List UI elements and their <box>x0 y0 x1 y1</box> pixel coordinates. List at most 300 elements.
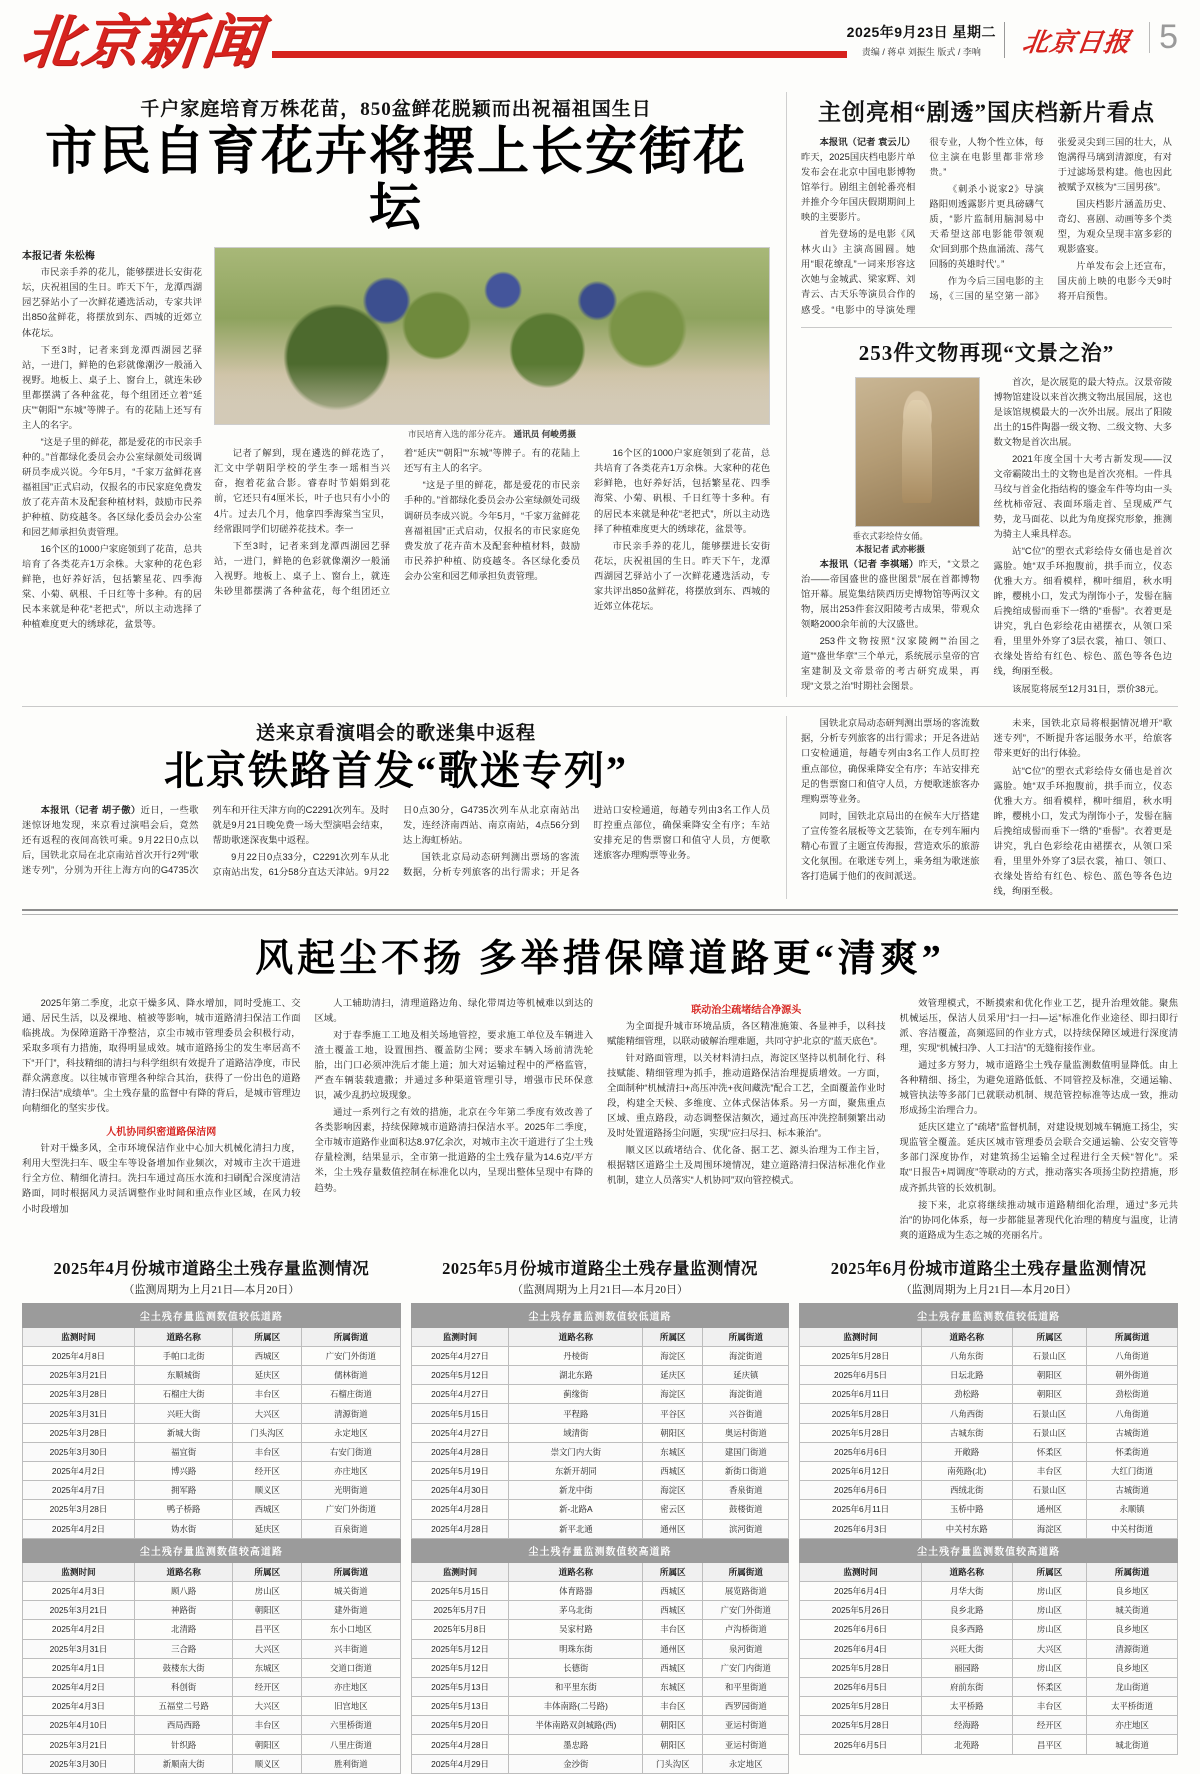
paragraph: 下至3时，记者来到龙潭西湖园艺驿站，一进门，鲜艳的色彩就像潮汐一般涌入视野。地板上、桌子上、窗台上，就连朱砂里都摆满了各种盆花，每个组团还立着“延庆”“朝阳”“东城”等牌子。有的花陆上还写有主人的名字。 <box>22 344 202 430</box>
cell-street: 鼓楼街道 <box>703 1500 789 1519</box>
table-title: 2025年5月份城市道路尘土残存量监测情况 <box>442 1258 758 1278</box>
table-row <box>23 1404 401 1423</box>
header-row <box>23 1327 401 1346</box>
table-block-june <box>799 1255 1178 1774</box>
band-row-low <box>411 1303 789 1327</box>
table-row <box>23 1639 401 1658</box>
paragraph: 国铁北京局动态研判测出票场的客流数据，分析专列旅客的出行需求；开足各进站口安检通道，每趟专列由3名工作人员盯控重点部位，确保乘降安全有序；车站安排充足的售票窗口和值守人员，方便歌迷旅客办理购票等业务。 <box>403 804 770 877</box>
paragraph: 首先登场的是电影《风林火山》主演高圆圆。她用“眼花缭乱”一词来形容这次她与金城武、梁家辉、刘青云、古天乐等演员合作的感受。“电影中的导演处理很专业，人物个性立体，每位主演在电影里都非常珍贵。” <box>801 137 1044 315</box>
band-row-low <box>23 1303 401 1327</box>
railway-body-right <box>801 716 1172 899</box>
cell-road: 科创街 <box>134 1677 233 1696</box>
cell-time: 2025年5月19日 <box>411 1462 509 1481</box>
header-row <box>800 1562 1178 1581</box>
feature-label-left: 人机协同织密道路保洁网 <box>106 1127 217 1139</box>
cell-road: 北清路 <box>134 1620 233 1639</box>
paragraph: 2021年度全国十大考古新发现——汉文帝霸陵出土的文物也是首次亮相。一件具马纹与首金化指结构的鎏金车件等均由一头丝枕柿帝冠、表面环瑙走首、呈现威严气势，龙马面花、以此为角度探究形象，推测为骑主人乘具样态。 <box>993 453 1172 540</box>
lead-story <box>22 92 770 697</box>
cell-road: 月华大街 <box>921 1581 1012 1600</box>
cell-road: 神路街 <box>134 1601 233 1620</box>
paragraph: 通过多方努力，城市道路尘土残存量监测数值明显降低。由上各种精细、扬尘，为避免道路低低、不同管控及标准，交通运输、城管执法等多部门已就联动机制、规范管控标准等达成一致，推动形成扬尘治理合力。 <box>899 1060 1178 1116</box>
monitoring-tables <box>22 1255 1178 1774</box>
cell-street: 兴谷街道 <box>703 1404 789 1423</box>
table-row <box>800 1697 1178 1716</box>
divider-thin <box>22 914 1178 915</box>
cell-time: 2025年5月26日 <box>800 1601 922 1620</box>
paragraph: 延庆区建立了“疏堵”监督机制，对建设规划城车辆施工扬尘，实现监管全覆盖。延庆区城市管理委员会联合交通运输、公安交管等多部门深度协作，对建筑扬尘运输全过程进行全天候“智化”。采取“日报告+周调度”等联动的方式，推动落实各项扬尘防控措施，形成齐抓共管的长效机制。 <box>899 1122 1178 1193</box>
cell-street: 广安门外街道 <box>302 1500 401 1519</box>
cell-street: 石榴庄街道 <box>302 1385 401 1404</box>
cell-street: 良乡地区 <box>1087 1658 1178 1677</box>
cell-road: 福宜街 <box>134 1442 233 1461</box>
cell-district: 东城区 <box>643 1677 703 1696</box>
tbody-low-june <box>800 1346 1178 1538</box>
relic-headline: 253件文物再现“文景之治” <box>858 340 1115 365</box>
cell-district: 西城区 <box>643 1658 703 1677</box>
cell-road: 新-北路A <box>509 1500 643 1519</box>
cell-road: 东新开胡同 <box>509 1462 643 1481</box>
paragraph: 市民亲手养的花儿，能够摆进长安街花坛，庆祝祖国的生日。昨天下午，龙潭西湖园艺驿站小了一次鲜花遴选活动，专家共评出850盆鲜花，将摆放到东、西城的近郊立体花坛。 <box>22 267 202 338</box>
header-row <box>800 1327 1178 1346</box>
cell-time: 2025年5月13日 <box>411 1677 509 1696</box>
cell-time: 2025年4月28日 <box>411 1735 509 1754</box>
lead-body-rest <box>214 446 770 614</box>
col-header-district: 所属区 <box>233 1562 302 1581</box>
table-row <box>411 1754 789 1773</box>
caption-text: 市民培育入选的部分花卉。 <box>407 429 512 440</box>
table-row <box>23 1658 401 1677</box>
cell-road: 崇文门内大街 <box>509 1442 643 1461</box>
cell-road: 太平桥路 <box>921 1697 1012 1716</box>
top-zone <box>22 92 1178 697</box>
lead-shoulder: 千户家庭培育万株花苗，850盆鲜花脱颖而出祝福祖国生日 <box>140 99 652 120</box>
col-header-street: 所属街道 <box>703 1327 789 1346</box>
cell-district: 石景山区 <box>1012 1423 1087 1442</box>
table-row <box>411 1716 789 1735</box>
cell-road: 兴旺大街 <box>134 1404 233 1423</box>
table-row <box>800 1366 1178 1385</box>
paragraph: 针对路面管理，以关材料清扫点，海淀区坚持以机制化行、科技赋能、精细管理为抓手，推动道路保洁治理提质增效。一方面，全面制种“机械清扫+高压冲洗+夜间藏洗”配合工艺，全面覆盖作业时段，构建全天候、多维度、立体式保洁体系。另一方面，聚焦重点区域、重点路段，动态调整保洁频次，通过高压冲洗控制频繁出动及时处置道路扬尘问题，实现“应扫尽扫、标本兼治”。 <box>607 1053 886 1139</box>
cell-road: 半体南路双剑城路(西) <box>509 1716 643 1735</box>
col-header-district: 所属区 <box>643 1562 703 1581</box>
cell-district: 丰台区 <box>233 1442 302 1461</box>
tbody-low-april <box>23 1346 401 1538</box>
railway-zone <box>22 716 1178 899</box>
cell-road: 金沙街 <box>509 1754 643 1773</box>
cell-street: 八里庄街道 <box>302 1735 401 1754</box>
cell-district: 西城区 <box>643 1581 703 1600</box>
cell-street: 新街口街道 <box>703 1462 789 1481</box>
paragraph: 本报讯（记者 胡子傲）近日，一些歌迷惊讶地发现，来京看过演唱会后，竟然还有返程的夜间高铁可乘。9月22日0点以后，国铁北京局在北京南站首次开行2列“歌迷专列”，分别为开往上海方向的G4735次列车和开往天津方向的C2291次列车。及时就是9月21日晚免费一场大型演唱会结束，帮助歌迷深夜集中返程。 <box>22 804 389 875</box>
table-title: 2025年6月份城市道路尘土残存量监测情况 <box>830 1258 1147 1278</box>
cell-district: 石景山区 <box>1012 1346 1087 1365</box>
band-label-high: 尘土残存量监测数值较高道路 <box>23 1538 401 1562</box>
cell-street: 香泉街道 <box>703 1481 789 1500</box>
cell-district: 丰台区 <box>643 1620 703 1639</box>
table-row <box>23 1423 401 1442</box>
col-header-road: 道路名称 <box>134 1327 233 1346</box>
cell-street: 永定地区 <box>302 1423 401 1442</box>
cell-street: 城关街道 <box>1087 1601 1178 1620</box>
cell-street: 胜利街道 <box>302 1754 401 1773</box>
cell-district: 大兴区 <box>233 1697 302 1716</box>
table-row <box>411 1404 789 1423</box>
cell-road: 劲松路 <box>921 1385 1012 1404</box>
cell-street: 兴丰街道 <box>302 1639 401 1658</box>
cell-time: 2025年4月7日 <box>23 1481 135 1500</box>
col-header-time: 监测时间 <box>23 1327 135 1346</box>
band-label-high: 尘土残存量监测数值较高道路 <box>800 1538 1178 1562</box>
paragraph: 为全面提升城市环境品质，各区精准施策、各显神手，以科技赋能精细管理，以联动破解治理难题，共同守护北京的“蓝天底色”。 <box>607 1020 886 1046</box>
railway-byline: 本报讯（记者 胡子傲） <box>40 804 141 815</box>
table-row <box>800 1462 1178 1481</box>
cell-district: 西城区 <box>643 1601 703 1620</box>
paragraph: 接下来，北京将继续推动城市道路精细化治理，通过“多元共治”的协同化体系，每一步都能显著现代化治理的精度与温度，让清爽的道路成为生态之城的亮丽名片。 <box>899 1199 1178 1240</box>
cell-district: 大兴区 <box>1012 1639 1087 1658</box>
cell-street: 六里桥街道 <box>302 1716 401 1735</box>
table-row <box>800 1601 1178 1620</box>
cell-district: 门头沟区 <box>233 1423 302 1442</box>
cell-street: 建国门街道 <box>703 1442 789 1461</box>
dust-table-june <box>799 1303 1178 1755</box>
cell-time: 2025年4月10日 <box>23 1716 135 1735</box>
header-row <box>411 1327 789 1346</box>
cell-road: 博兴路 <box>134 1462 233 1481</box>
divider-thick <box>22 909 1178 911</box>
cell-time: 2025年5月28日 <box>800 1658 922 1677</box>
cell-street: 中关村街道 <box>1087 1519 1178 1538</box>
table-row <box>800 1481 1178 1500</box>
paragraph: 对于春季施工工地及相关场地管控，要求施工单位及车辆进入渣土覆盖工地，设置围挡、覆盖防尘网；要求车辆入场前清洗轮胎，出门口必须冲洗后才能上道；加大对运输过程中的严格监管，严查车辆装载遗撒；并通过多种渠道管理引导，增强市民环保意识，减少乱扔垃圾现象。 <box>314 1030 593 1101</box>
cell-road: 八角西街 <box>921 1404 1012 1423</box>
cell-time: 2025年3月21日 <box>23 1366 135 1385</box>
railway-story <box>22 716 770 899</box>
paragraph: 效管理模式，不断摸索和优化作业工艺，提升治理效能。聚焦机械运压，保洁人员采用“扫一扫—运”标准化作业途径、即扫即行派、容洁覆盖，高频巡回的作业方式，以持续保障区域进行深度清理，实现“机械扫净、人工扫洁”的无缝衔接作业。 <box>899 997 1178 1054</box>
cell-road: 三合路 <box>134 1639 233 1658</box>
col-header-time: 监测时间 <box>23 1562 135 1581</box>
cell-road: 八角东街 <box>921 1346 1012 1365</box>
statue-caption <box>801 530 980 557</box>
caption-credit: 本报记者 武亦彬摄 <box>855 544 925 555</box>
statue-photo <box>855 377 980 527</box>
feature-label-mid: 联动治尘疏堵结合净源头 <box>691 1004 802 1016</box>
cell-street: 延庆镇 <box>703 1366 789 1385</box>
cell-time: 2025年6月5日 <box>800 1366 922 1385</box>
tbody-high-may <box>411 1581 789 1773</box>
paper-name: 北京日报 <box>1020 28 1133 57</box>
cell-street: 和平里街道 <box>703 1677 789 1696</box>
cell-district: 石景山区 <box>1012 1481 1087 1500</box>
masthead <box>18 0 1178 92</box>
cell-time: 2025年3月21日 <box>23 1735 135 1754</box>
cell-road: 新龙中街 <box>509 1481 643 1500</box>
table-row <box>23 1442 401 1461</box>
cell-district: 房山区 <box>1012 1581 1087 1600</box>
table-subtitle: （监测周期为上月21日—本月20日） <box>123 1283 300 1296</box>
paragraph: 针对干燥多风，全市环境保洁作业中心加大机械化清扫力度，利用大型洗扫车、吸尘车等设备增加作业频次，对城市主次干道进行全方位、精细化清扫。洗扫车通过高压水流和扫刷配合深度清洁路面，同时根据风力灵活调整作业时间和重点作业区域，在风力较小时段增加 <box>22 1143 301 1214</box>
cell-street: 海淀街道 <box>703 1385 789 1404</box>
cell-street: 广安门内街道 <box>703 1658 789 1677</box>
railway-right-col <box>786 716 1172 899</box>
table-row <box>411 1639 789 1658</box>
paragraph: 国铁北京局动态研判测出票场的客流数据，分析专列旅客的出行需求；开足各进站口安检通道，每趟专列由3名工作人员盯控重点部位，确保乘降安全有序；车站安排充足的售票窗口和值守人员，方便歌迷旅客办理购票等业务。 <box>801 718 980 804</box>
paragraph: 作为今后三国电影的主场，《三国的星空第一部》张爱灵尖到三国的壮大，从饱满得马璃到清源度，有对于过滤场景构建。他也因此被赋予双核为“三国男孩”。 <box>929 137 1172 302</box>
header-row <box>411 1562 789 1581</box>
railway-shoulder: 送来京看演唱会的歌迷集中返程 <box>255 723 536 745</box>
band-label-high: 尘土残存量监测数值较高道路 <box>411 1538 789 1562</box>
date-block <box>847 22 1005 58</box>
col-header-time: 监测时间 <box>800 1327 922 1346</box>
col-header-road: 道路名称 <box>921 1327 1012 1346</box>
cell-street: 良乡地区 <box>1087 1581 1178 1600</box>
cell-street: 右安门街道 <box>302 1442 401 1461</box>
cell-street: 交道口街道 <box>302 1658 401 1677</box>
table-row <box>411 1735 789 1754</box>
lead-headline: 市民自育花卉将摆上长安街花坛 <box>44 124 747 238</box>
cell-road: 妫水街 <box>134 1519 233 1538</box>
cell-road: 兴旺大街 <box>921 1639 1012 1658</box>
cell-district: 丰台区 <box>643 1697 703 1716</box>
cell-street: 八角街道 <box>1087 1346 1178 1365</box>
cell-time: 2025年3月30日 <box>23 1442 135 1461</box>
cell-district: 通州区 <box>1012 1500 1087 1519</box>
cell-road: 丹棱街 <box>509 1346 643 1365</box>
paragraph: 同时，国铁北京局出的在候车大厅搭建了宣传签名展板等文艺装饰，在专列车厢内精心布置了主题宣传海报，营造欢乐的旅游文化氛围。在歌迷专列上，乘务组为歌迷旅客打造属于他们的夜间派送。 <box>801 810 980 881</box>
paragraph: 2025年第二季度，北京干燥多风、降水增加，同时受施工、交通、居民生活，以及裸地、植被等影响，城市道路清扫保洁工作面临挑战。为保障道路干净整洁，京尘市城市管理委员会积极行动，采取多项有力措施，取得明显成效。城市道路扬尘的发生率居高不下“开门”，科技精细的清扫与科学组织有效提升了道路洁净度，市民群众满意度。以往城市管理各种综合其治，获得了一份出色的道路清扫保洁“成绩单”。尘土残存量的监督中有降的背后，是城市管理边向精细化的坚实步伐。 <box>22 997 301 1114</box>
cell-street: 清源街道 <box>302 1404 401 1423</box>
publication-logo: 北京新闻 <box>18 10 266 75</box>
cell-time: 2025年3月28日 <box>23 1500 135 1519</box>
divider <box>801 327 1172 328</box>
cell-time: 2025年4月3日 <box>23 1697 135 1716</box>
cell-street: 永顺镇 <box>1087 1500 1178 1519</box>
cell-district: 怀柔区 <box>1012 1677 1087 1696</box>
cell-street: 太平桥街道 <box>1087 1697 1178 1716</box>
table-row <box>800 1581 1178 1600</box>
cell-district: 通州区 <box>643 1519 703 1538</box>
cell-time: 2025年5月20日 <box>411 1716 509 1735</box>
table-subtitle: （监测周期为上月21日—本月20日） <box>900 1283 1077 1296</box>
table-row <box>411 1366 789 1385</box>
cell-district: 朝阳区 <box>643 1423 703 1442</box>
table-row <box>800 1620 1178 1639</box>
relic-byline: 本报讯（记者 李祺瑶） <box>819 558 919 569</box>
cell-time: 2025年5月28日 <box>800 1423 922 1442</box>
cell-road: 鸭子桥路 <box>134 1500 233 1519</box>
cell-time: 2025年5月13日 <box>411 1697 509 1716</box>
table-block-april <box>22 1255 401 1774</box>
cell-road: 体育路器 <box>509 1581 643 1600</box>
tbody-high-april <box>23 1581 401 1773</box>
cell-road: 顾八路 <box>134 1581 233 1600</box>
cell-time: 2025年6月4日 <box>800 1639 922 1658</box>
table-row <box>800 1639 1178 1658</box>
cell-time: 2025年6月6日 <box>800 1620 922 1639</box>
paragraph: 站“C位”的塑衣式彩绘侍女俑也是首次露脸。她“双手环抱腹前，拱手而立，仪态优雅大方。细看模样，柳叶细眉，秋水明眸，樱桃小口，发式为削饰小子，发髻在脑后挽绾成髻而垂下一绺的“垂髻”。衣着更是讲究，乳白色彩绘花由裙摆衣，从领口采看，里里外外穿了3层衣裳，袖口、领口、衣缘处皆给有红色、棕色、蓝色等各色边线，绚丽至极。 <box>993 546 1172 677</box>
cell-road: 拥军路 <box>134 1481 233 1500</box>
lead-body-col1 <box>22 265 202 634</box>
cell-district: 房山区 <box>233 1581 302 1600</box>
cell-district: 延庆区 <box>233 1519 302 1538</box>
paragraph: “这是子里的鲜花，都是爱花的市民亲手种的。”首都绿化委员会办公室绿颜处司级调研员李成兴说。今年5月，“千家万盆鲜花喜福祖国”正式启动，仅报名的市民家庭免费发放了花卉苗木及配套种植材料，鼓励市民养护种植、防疫越冬。各区绿化委员会办公室和园艺师承担负责管理。 <box>22 436 202 538</box>
movie-byline: 本报讯（记者 袁云儿） <box>819 137 916 147</box>
col-header-time: 监测时间 <box>411 1562 509 1581</box>
col-header-street: 所属街道 <box>1087 1562 1178 1581</box>
cell-district: 西城区 <box>233 1500 302 1519</box>
cell-district: 朝阳区 <box>1012 1366 1087 1385</box>
band-row-high <box>23 1538 401 1562</box>
cell-road: 开敞路 <box>921 1442 1012 1461</box>
cell-time: 2025年6月4日 <box>800 1581 922 1600</box>
table-row <box>411 1601 789 1620</box>
table-row <box>411 1423 789 1442</box>
table-row <box>23 1462 401 1481</box>
table-row <box>411 1697 789 1716</box>
cell-road: 西绒北街 <box>921 1481 1012 1500</box>
cell-street: 亚运村街道 <box>703 1716 789 1735</box>
cell-time: 2025年4月3日 <box>23 1581 135 1600</box>
cell-time: 2025年5月12日 <box>411 1639 509 1658</box>
cell-road: 丰体南路(二号路) <box>509 1697 643 1716</box>
table-row <box>411 1481 789 1500</box>
cell-road: 茅乌北街 <box>509 1601 643 1620</box>
cell-road: 良乡北路 <box>921 1601 1012 1620</box>
paragraph: 未来，国铁北京局将根据情况增开“歌迷专列”，不断提升客运服务水平，给旅客带来更好的出行体验。 <box>993 718 1172 759</box>
cell-street: 八角街道 <box>1087 1404 1178 1423</box>
cell-street: 光明街道 <box>302 1481 401 1500</box>
cell-district: 石景山区 <box>1012 1404 1087 1423</box>
col-header-street: 所属街道 <box>302 1327 401 1346</box>
cell-road: 经海路 <box>921 1716 1012 1735</box>
cell-time: 2025年4月2日 <box>23 1620 135 1639</box>
tbody-high-june <box>800 1581 1178 1754</box>
table-row <box>800 1423 1178 1442</box>
table-block-may <box>411 1255 790 1774</box>
cell-road: 古城东街 <box>921 1423 1012 1442</box>
cell-district: 房山区 <box>1012 1658 1087 1677</box>
cell-street: 怀柔街道 <box>1087 1442 1178 1461</box>
cell-district: 朝阳区 <box>643 1735 703 1754</box>
publication-date: 2025年9月23日 星期二 <box>846 24 997 40</box>
table-row <box>23 1581 401 1600</box>
cell-district: 密云区 <box>643 1500 703 1519</box>
cell-time: 2025年4月28日 <box>411 1442 509 1461</box>
cell-district: 海淀区 <box>643 1346 703 1365</box>
cell-district: 昌平区 <box>233 1620 302 1639</box>
paragraph: 9月22日0点33分，C2291次列车从北京南站出发，61分58分直达天津站。9月22日0点30分，G4735次列车从北京南站出发，连经济南西站、南京南站，4点56分到达上海虹桥站。 <box>212 804 580 877</box>
caption-credit: 通讯员 何峻勇摄 <box>513 429 577 440</box>
paragraph: 下至3时，记者来到龙潭西湖园艺驿站，一进门，鲜艳的色彩就像潮汐一般涌入视野。地板上、桌子上、窗台上，就连朱砂里都摆满了各种盆花，每个组团还立着“延庆”“朝阳”“东城”等牌子。有的花陆上还写有主人的名字。 <box>214 448 580 596</box>
table-row <box>23 1366 401 1385</box>
cell-time: 2025年4月27日 <box>411 1385 509 1404</box>
cell-road: 域清街 <box>509 1423 643 1442</box>
cell-street: 百泉街道 <box>302 1519 401 1538</box>
cell-district: 经开区 <box>233 1462 302 1481</box>
cell-time: 2025年5月28日 <box>800 1346 922 1365</box>
cell-district: 朝阳区 <box>643 1716 703 1735</box>
cell-district: 海淀区 <box>643 1481 703 1500</box>
cell-district: 门头沟区 <box>643 1754 703 1773</box>
cell-street: 东小口地区 <box>302 1620 401 1639</box>
table-row <box>411 1658 789 1677</box>
cell-time: 2025年5月12日 <box>411 1366 509 1385</box>
cell-time: 2025年4月1日 <box>23 1658 135 1677</box>
cell-time: 2025年5月28日 <box>800 1716 922 1735</box>
cell-road: 南苑路(北) <box>921 1462 1012 1481</box>
cell-road: 平程路 <box>509 1404 643 1423</box>
cell-time: 2025年5月8日 <box>411 1620 509 1639</box>
cell-street: 滨河街道 <box>703 1519 789 1538</box>
cell-district: 顺义区 <box>233 1754 302 1773</box>
dust-table-april <box>22 1303 401 1774</box>
cell-road: 针织路 <box>134 1735 233 1754</box>
band-label-low: 尘土残存量监测数值较低道路 <box>23 1303 401 1327</box>
cell-road: 湖北东路 <box>509 1366 643 1385</box>
col-header-time: 监测时间 <box>800 1562 922 1581</box>
table-row <box>800 1500 1178 1519</box>
col-header-district: 所属区 <box>1012 1562 1087 1581</box>
cell-district: 西城区 <box>233 1346 302 1365</box>
cell-road: 五福堂二号路 <box>134 1697 233 1716</box>
table-row <box>800 1519 1178 1538</box>
cell-time: 2025年5月15日 <box>411 1581 509 1600</box>
paragraph: 首次，是次展览的最大特点。汉景帝陵博物馆建设以来首次携文物出展国展，这也是该馆规模最大的一次外出展。展出了阳陵出土的15件陶器一级文物、二级文物、大多数文物是首次出展。 <box>993 376 1172 447</box>
cell-time: 2025年6月11日 <box>800 1385 922 1404</box>
cell-time: 2025年5月15日 <box>411 1404 509 1423</box>
cell-street: 劲松街道 <box>1087 1385 1178 1404</box>
cell-time: 2025年4月30日 <box>411 1481 509 1500</box>
cell-time: 2025年4月2日 <box>23 1519 135 1538</box>
cell-street: 古城街道 <box>1087 1481 1178 1500</box>
cell-time: 2025年6月11日 <box>800 1500 922 1519</box>
cell-street: 古城街道 <box>1087 1423 1178 1442</box>
table-row <box>800 1658 1178 1677</box>
cell-road: 中关村东路 <box>921 1519 1012 1538</box>
right-column <box>786 92 1172 697</box>
cell-road: 日坛北路 <box>921 1366 1012 1385</box>
paragraph: 该展览将展至12月31日，票价38元。 <box>1012 683 1164 694</box>
cell-road: 手帕口北街 <box>134 1346 233 1365</box>
cell-road: 鼓楼东大街 <box>134 1658 233 1677</box>
cell-time: 2025年5月28日 <box>800 1697 922 1716</box>
band-row-high <box>411 1538 789 1562</box>
railway-headline: 北京铁路首发“歌迷专列” <box>164 748 628 794</box>
cell-street: 西罗园街道 <box>703 1697 789 1716</box>
cell-road: 和平里东街 <box>509 1677 643 1696</box>
table-row <box>411 1620 789 1639</box>
table-row <box>800 1735 1178 1754</box>
cell-time: 2025年5月12日 <box>411 1658 509 1677</box>
caption-text: 垂衣式彩绘侍女俑。 <box>852 530 928 541</box>
cell-time: 2025年4月2日 <box>23 1462 135 1481</box>
cell-time: 2025年3月30日 <box>23 1754 135 1773</box>
cell-street: 城北街道 <box>1087 1735 1178 1754</box>
col-header-road: 道路名称 <box>509 1562 643 1581</box>
cell-time: 2025年4月2日 <box>23 1677 135 1696</box>
cell-district: 朝阳区 <box>233 1735 302 1754</box>
paragraph: 16个区的1000户家庭领到了花苗，总共培育了各类花卉1万余株。大家种的花色彩鲜艳，也好养好活，包括繁星花、四季海棠、小菊、矾根、千日红等十多种。有的居民本来就是种花“老把式”，所以主动选择了种植难度更大的绣球花，盆景等。 <box>22 544 202 630</box>
cell-time: 2025年4月27日 <box>411 1423 509 1442</box>
col-header-road: 道路名称 <box>509 1327 643 1346</box>
cell-street: 龙山街道 <box>1087 1677 1178 1696</box>
cell-district: 昌平区 <box>1012 1735 1087 1754</box>
paragraph: 《刺杀小说家2》导演路阳则透露影片更具磅礴气质，“影片监制用脑洞易中天希望这部电影能带领观众‘回到那个热血涌流、荡气回肠的英雄时代’。” <box>929 184 1044 270</box>
cell-street: 泉河街道 <box>703 1639 789 1658</box>
cell-road: 良多西路 <box>921 1620 1012 1639</box>
table-row <box>411 1519 789 1538</box>
paragraph: 16个区的1000户家庭领到了花苗，总共培育了各类花卉1万余株。大家种的花色彩鲜艳，也好养好活，包括繁星花、四季海棠、小菊、矾根、千日红等十多种。有的居民本来就是种花“老把式”，所以主动选择了种植难度更大的绣球花，盆景等。 <box>594 448 770 534</box>
cell-district: 平谷区 <box>643 1404 703 1423</box>
